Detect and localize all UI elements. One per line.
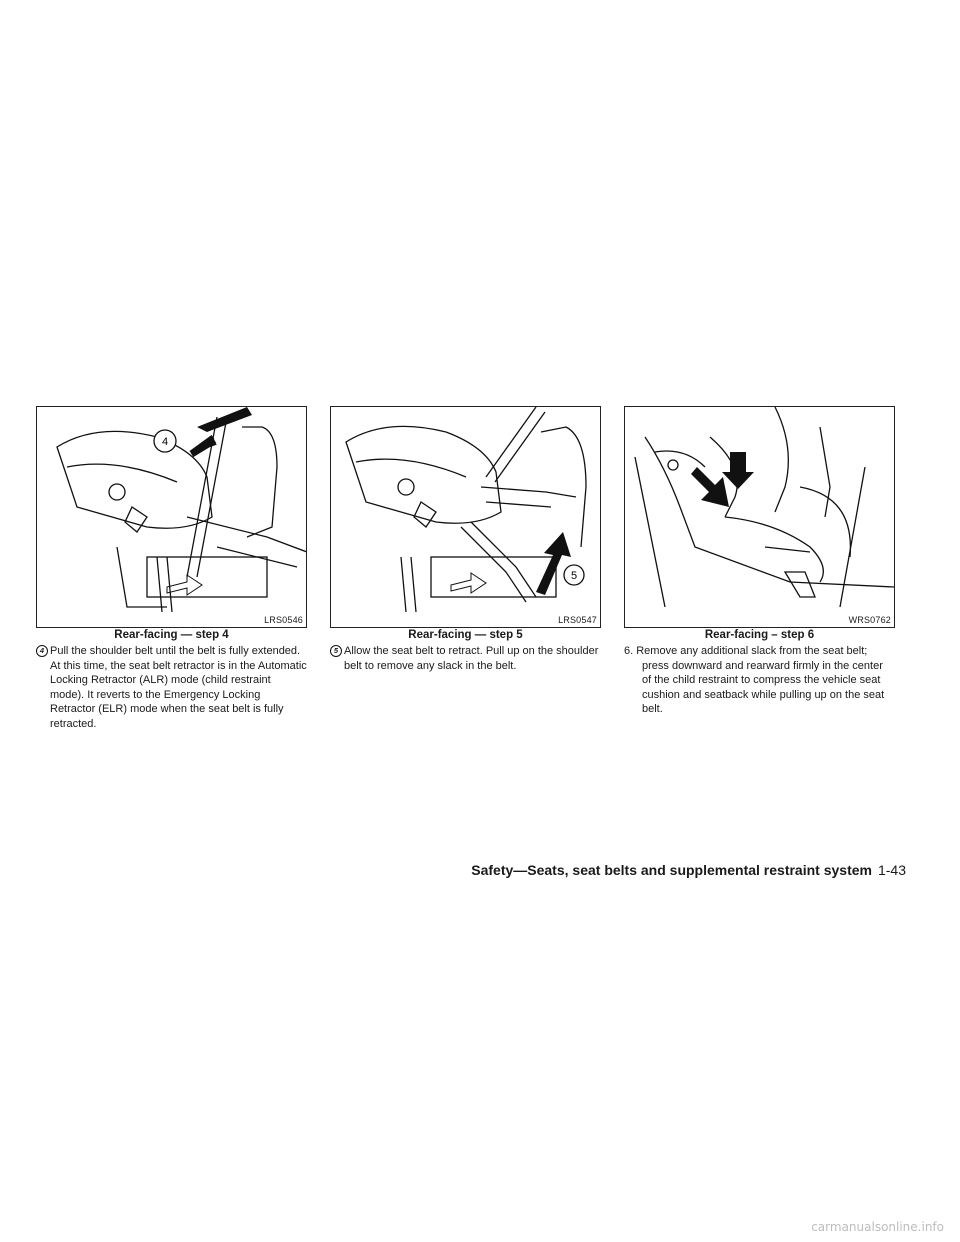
child-seat-belt-pull-illustration [37,407,306,627]
step-4-text [36,644,307,731]
figure-callout-number: 5 [570,570,578,582]
section-title: Safety—Seats, seat belts and supplemental restraint system [471,862,872,878]
step-marker-4: 4 [36,645,48,657]
figure-column-step-6 [624,406,895,717]
step-5-description: Allow the seat belt to retract. Pull up on the shoulder belt to remove any slack in the belt. [344,645,599,672]
illustration-step-6 [624,406,895,628]
child-seat-press-illustration [625,407,894,627]
figure-caption: Rear-facing – step 6 [704,629,815,641]
figure-callout-number: 4 [161,436,169,448]
figure-code: WRS0762 [848,615,891,625]
step-4-description: Pull the shoulder belt until the belt is fully extended. At this time, the seat belt retractor is in the Automatic Locking Retractor (ALR) mode (child restraint mode). It reverts to the Emergency Locking Retractor (ELR) mode when the seat belt is fully retracted. [50,645,307,730]
illustration-step-4 [36,406,307,628]
figure-caption: Rear-facing — step 4 [114,629,229,641]
step-marker-5: 5 [330,645,342,657]
page-footer [471,862,906,878]
step-5-text [330,644,601,673]
figure-code: LRS0547 [558,615,597,625]
step-6-description: 6. Remove any additional slack from the seat belt; press downward and rearward firmly in the center of the child restraint to compress the vehicle seat cushion and seatback while pulling up on the seat belt. [624,645,885,715]
step-6-text [624,644,895,717]
page-number: 1-43 [877,862,906,878]
figure-column-step-4 [36,406,307,731]
figure-caption: Rear-facing — step 5 [408,629,523,641]
illustration-step-5 [330,406,601,628]
figure-code: LRS0546 [264,615,303,625]
child-seat-belt-retract-illustration [331,407,600,627]
figure-column-step-5 [330,406,601,673]
site-watermark: carmanualsonline.info [811,1220,944,1234]
